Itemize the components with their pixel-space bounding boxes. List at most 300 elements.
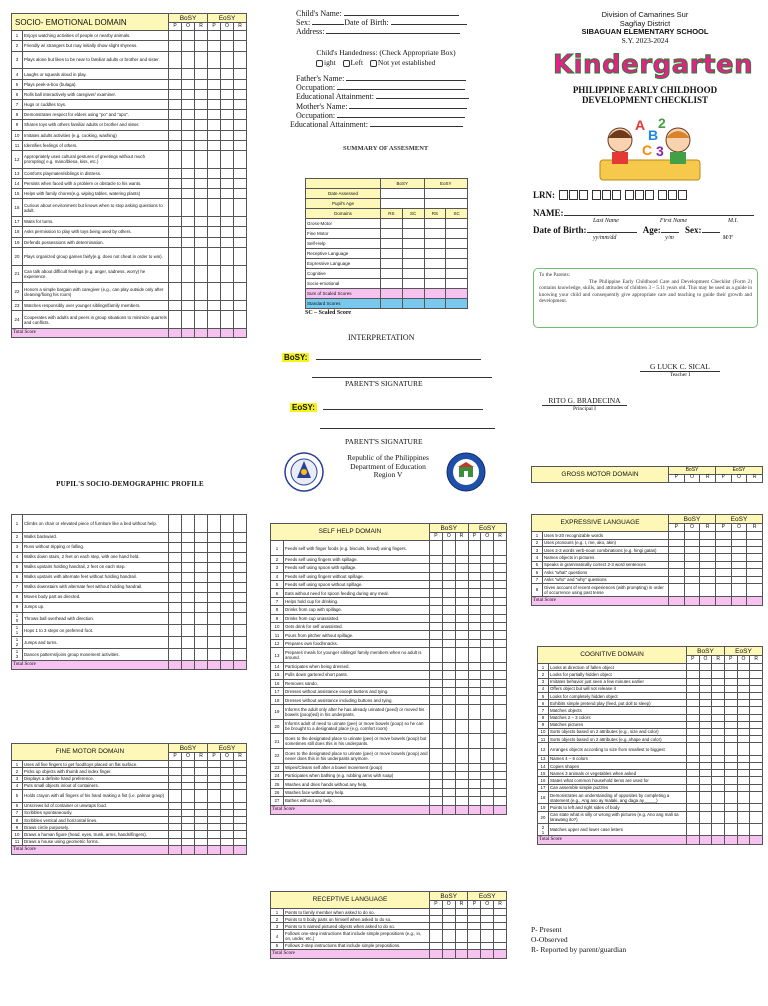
check-cell[interactable] bbox=[221, 237, 234, 247]
check-cell[interactable] bbox=[195, 100, 208, 110]
check-cell[interactable] bbox=[712, 755, 725, 762]
check-cell[interactable] bbox=[221, 552, 234, 562]
check-cell[interactable] bbox=[195, 636, 208, 648]
check-cell[interactable] bbox=[221, 648, 234, 660]
eosy-interp-line2[interactable] bbox=[320, 428, 495, 429]
check-cell[interactable] bbox=[430, 631, 443, 639]
occupation-field[interactable] bbox=[337, 89, 465, 90]
check-cell[interactable] bbox=[468, 748, 481, 763]
check-cell[interactable] bbox=[724, 777, 737, 784]
check-cell[interactable] bbox=[195, 120, 208, 130]
check-cell[interactable] bbox=[169, 247, 182, 265]
total-cell[interactable] bbox=[737, 836, 750, 845]
check-cell[interactable] bbox=[442, 797, 455, 805]
total-cell[interactable] bbox=[750, 836, 763, 845]
check-cell[interactable] bbox=[747, 569, 763, 576]
check-cell[interactable] bbox=[481, 923, 494, 930]
check-cell[interactable] bbox=[234, 69, 247, 79]
check-cell[interactable] bbox=[234, 41, 247, 51]
score-cell[interactable] bbox=[381, 269, 403, 279]
check-cell[interactable] bbox=[208, 572, 221, 582]
check-cell[interactable] bbox=[221, 532, 234, 542]
check-cell[interactable] bbox=[221, 51, 234, 69]
check-cell[interactable] bbox=[455, 572, 468, 580]
check-cell[interactable] bbox=[221, 265, 234, 283]
check-cell[interactable] bbox=[468, 916, 481, 923]
check-cell[interactable] bbox=[169, 301, 182, 311]
check-cell[interactable] bbox=[468, 597, 481, 605]
check-cell[interactable] bbox=[737, 714, 750, 721]
check-cell[interactable] bbox=[221, 100, 234, 110]
check-cell[interactable] bbox=[455, 771, 468, 779]
check-cell[interactable] bbox=[221, 824, 234, 831]
score-cell[interactable] bbox=[381, 259, 403, 269]
check-cell[interactable] bbox=[481, 623, 494, 631]
check-cell[interactable] bbox=[737, 707, 750, 714]
total-cell[interactable] bbox=[468, 949, 481, 958]
score-cell[interactable] bbox=[446, 239, 468, 249]
check-cell[interactable] bbox=[731, 547, 747, 554]
check-cell[interactable] bbox=[169, 802, 182, 809]
check-cell[interactable] bbox=[468, 541, 481, 556]
check-cell[interactable] bbox=[481, 581, 494, 589]
check-cell[interactable] bbox=[234, 572, 247, 582]
check-cell[interactable] bbox=[221, 89, 234, 99]
check-cell[interactable] bbox=[494, 631, 507, 639]
check-cell[interactable] bbox=[182, 592, 195, 602]
check-cell[interactable] bbox=[724, 692, 737, 699]
check-cell[interactable] bbox=[221, 79, 234, 89]
education-field[interactable] bbox=[370, 126, 463, 127]
score-cell[interactable] bbox=[402, 259, 424, 269]
check-cell[interactable] bbox=[430, 589, 443, 597]
score-cell[interactable] bbox=[381, 279, 403, 289]
check-cell[interactable] bbox=[455, 564, 468, 572]
check-cell[interactable] bbox=[481, 648, 494, 663]
check-cell[interactable] bbox=[208, 612, 221, 624]
check-cell[interactable] bbox=[182, 168, 195, 178]
check-cell[interactable] bbox=[221, 140, 234, 150]
check-cell[interactable] bbox=[699, 824, 712, 836]
check-cell[interactable] bbox=[724, 721, 737, 728]
check-cell[interactable] bbox=[208, 168, 221, 178]
check-cell[interactable] bbox=[430, 942, 443, 949]
check-cell[interactable] bbox=[481, 541, 494, 556]
check-cell[interactable] bbox=[195, 69, 208, 79]
check-cell[interactable] bbox=[494, 942, 507, 949]
check-cell[interactable] bbox=[481, 555, 494, 563]
check-cell[interactable] bbox=[468, 696, 481, 704]
check-cell[interactable] bbox=[195, 515, 208, 533]
check-cell[interactable] bbox=[494, 788, 507, 796]
check-cell[interactable] bbox=[195, 532, 208, 542]
check-cell[interactable] bbox=[182, 120, 195, 130]
total-cell[interactable] bbox=[455, 949, 468, 958]
check-cell[interactable] bbox=[494, 623, 507, 631]
check-cell[interactable] bbox=[750, 714, 763, 721]
check-cell[interactable] bbox=[481, 589, 494, 597]
check-cell[interactable] bbox=[684, 532, 700, 539]
check-cell[interactable] bbox=[182, 636, 195, 648]
check-cell[interactable] bbox=[494, 930, 507, 942]
check-cell[interactable] bbox=[430, 763, 443, 771]
check-cell[interactable] bbox=[455, 780, 468, 788]
check-cell[interactable] bbox=[687, 736, 700, 743]
check-cell[interactable] bbox=[195, 582, 208, 592]
check-cell[interactable] bbox=[494, 671, 507, 679]
check-cell[interactable] bbox=[221, 816, 234, 823]
total-cell[interactable] bbox=[208, 661, 221, 670]
bosy-interp-field[interactable] bbox=[316, 359, 481, 360]
check-cell[interactable] bbox=[169, 624, 182, 636]
check-cell[interactable] bbox=[208, 636, 221, 648]
total-cell[interactable] bbox=[182, 661, 195, 670]
check-cell[interactable] bbox=[430, 639, 443, 647]
check-cell[interactable] bbox=[208, 824, 221, 831]
total-cell[interactable] bbox=[684, 596, 700, 605]
check-cell[interactable] bbox=[712, 763, 725, 770]
check-cell[interactable] bbox=[481, 763, 494, 771]
check-cell[interactable] bbox=[468, 606, 481, 614]
check-cell[interactable] bbox=[169, 761, 182, 768]
lrn-digit-box[interactable] bbox=[602, 190, 611, 200]
score-cell[interactable] bbox=[424, 249, 446, 259]
check-cell[interactable] bbox=[221, 150, 234, 168]
check-cell[interactable] bbox=[700, 539, 716, 546]
lrn-digit-box[interactable] bbox=[569, 190, 578, 200]
check-cell[interactable] bbox=[455, 614, 468, 622]
check-cell[interactable] bbox=[195, 79, 208, 89]
check-cell[interactable] bbox=[712, 770, 725, 777]
total-cell[interactable] bbox=[669, 596, 685, 605]
check-cell[interactable] bbox=[715, 569, 731, 576]
check-cell[interactable] bbox=[195, 217, 208, 227]
check-cell[interactable] bbox=[481, 564, 494, 572]
check-cell[interactable] bbox=[234, 140, 247, 150]
check-cell[interactable] bbox=[737, 728, 750, 735]
lrn-digit-box[interactable] bbox=[645, 190, 654, 200]
check-cell[interactable] bbox=[750, 685, 763, 692]
check-cell[interactable] bbox=[221, 311, 234, 329]
check-cell[interactable] bbox=[182, 301, 195, 311]
check-cell[interactable] bbox=[169, 636, 182, 648]
check-cell[interactable] bbox=[208, 89, 221, 99]
check-cell[interactable] bbox=[494, 688, 507, 696]
check-cell[interactable] bbox=[234, 199, 247, 217]
check-cell[interactable] bbox=[234, 79, 247, 89]
check-cell[interactable] bbox=[468, 942, 481, 949]
check-cell[interactable] bbox=[712, 714, 725, 721]
check-cell[interactable] bbox=[234, 100, 247, 110]
check-cell[interactable] bbox=[234, 552, 247, 562]
score-cell[interactable] bbox=[424, 219, 446, 229]
check-cell[interactable] bbox=[195, 247, 208, 265]
check-cell[interactable] bbox=[481, 734, 494, 749]
check-cell[interactable] bbox=[221, 178, 234, 188]
check-cell[interactable] bbox=[687, 700, 700, 707]
check-cell[interactable] bbox=[195, 178, 208, 188]
check-cell[interactable] bbox=[700, 532, 716, 539]
check-cell[interactable] bbox=[221, 761, 234, 768]
check-cell[interactable] bbox=[494, 763, 507, 771]
check-cell[interactable] bbox=[687, 671, 700, 678]
lrn-digit-box[interactable] bbox=[658, 190, 667, 200]
check-cell[interactable] bbox=[195, 89, 208, 99]
score-cell[interactable] bbox=[381, 229, 403, 239]
lrn-digit-box[interactable] bbox=[635, 190, 644, 200]
check-cell[interactable] bbox=[468, 734, 481, 749]
check-cell[interactable] bbox=[684, 569, 700, 576]
check-cell[interactable] bbox=[684, 583, 700, 596]
check-cell[interactable] bbox=[195, 311, 208, 329]
check-cell[interactable] bbox=[208, 31, 221, 41]
check-cell[interactable] bbox=[169, 110, 182, 120]
check-cell[interactable] bbox=[208, 768, 221, 775]
check-cell[interactable] bbox=[208, 301, 221, 311]
check-cell[interactable] bbox=[221, 831, 234, 838]
check-cell[interactable] bbox=[169, 283, 182, 301]
check-cell[interactable] bbox=[494, 648, 507, 663]
check-cell[interactable] bbox=[169, 265, 182, 283]
check-cell[interactable] bbox=[234, 178, 247, 188]
check-cell[interactable] bbox=[208, 602, 221, 612]
check-cell[interactable] bbox=[182, 612, 195, 624]
check-cell[interactable] bbox=[195, 301, 208, 311]
check-cell[interactable] bbox=[182, 552, 195, 562]
check-cell[interactable] bbox=[182, 51, 195, 69]
check-cell[interactable] bbox=[468, 639, 481, 647]
check-cell[interactable] bbox=[430, 780, 443, 788]
check-cell[interactable] bbox=[712, 777, 725, 784]
total-cell[interactable] bbox=[481, 949, 494, 958]
check-cell[interactable] bbox=[430, 930, 443, 942]
check-cell[interactable] bbox=[481, 696, 494, 704]
check-cell[interactable] bbox=[712, 664, 725, 671]
check-cell[interactable] bbox=[208, 789, 221, 802]
check-cell[interactable] bbox=[182, 31, 195, 41]
check-cell[interactable] bbox=[182, 624, 195, 636]
check-cell[interactable] bbox=[195, 831, 208, 838]
score-cell[interactable] bbox=[402, 269, 424, 279]
check-cell[interactable] bbox=[182, 838, 195, 845]
check-cell[interactable] bbox=[430, 648, 443, 663]
occupation-field[interactable] bbox=[337, 117, 465, 118]
check-cell[interactable] bbox=[195, 199, 208, 217]
check-cell[interactable] bbox=[169, 89, 182, 99]
check-cell[interactable] bbox=[494, 734, 507, 749]
right-checkbox[interactable] bbox=[316, 60, 323, 67]
check-cell[interactable] bbox=[669, 569, 685, 576]
check-cell[interactable] bbox=[715, 554, 731, 561]
check-cell[interactable] bbox=[455, 606, 468, 614]
bosy-age-cell[interactable] bbox=[381, 199, 425, 209]
check-cell[interactable] bbox=[430, 916, 443, 923]
check-cell[interactable] bbox=[442, 623, 455, 631]
total-cell[interactable] bbox=[442, 949, 455, 958]
check-cell[interactable] bbox=[169, 552, 182, 562]
check-cell[interactable] bbox=[455, 597, 468, 605]
check-cell[interactable] bbox=[669, 561, 685, 568]
check-cell[interactable] bbox=[221, 572, 234, 582]
check-cell[interactable] bbox=[699, 728, 712, 735]
check-cell[interactable] bbox=[169, 31, 182, 41]
check-cell[interactable] bbox=[468, 555, 481, 563]
check-cell[interactable] bbox=[684, 547, 700, 554]
check-cell[interactable] bbox=[455, 541, 468, 556]
total-cell[interactable] bbox=[700, 596, 716, 605]
check-cell[interactable] bbox=[468, 719, 481, 734]
score-cell[interactable] bbox=[446, 279, 468, 289]
check-cell[interactable] bbox=[234, 283, 247, 301]
check-cell[interactable] bbox=[195, 802, 208, 809]
check-cell[interactable] bbox=[468, 688, 481, 696]
check-cell[interactable] bbox=[731, 532, 747, 539]
check-cell[interactable] bbox=[195, 283, 208, 301]
check-cell[interactable] bbox=[494, 780, 507, 788]
check-cell[interactable] bbox=[208, 217, 221, 227]
check-cell[interactable] bbox=[481, 788, 494, 796]
lrn-digit-box[interactable] bbox=[592, 190, 601, 200]
check-cell[interactable] bbox=[430, 719, 443, 734]
check-cell[interactable] bbox=[208, 838, 221, 845]
check-cell[interactable] bbox=[195, 775, 208, 782]
check-cell[interactable] bbox=[234, 838, 247, 845]
check-cell[interactable] bbox=[724, 671, 737, 678]
check-cell[interactable] bbox=[195, 140, 208, 150]
check-cell[interactable] bbox=[712, 707, 725, 714]
check-cell[interactable] bbox=[169, 100, 182, 110]
check-cell[interactable] bbox=[455, 555, 468, 563]
check-cell[interactable] bbox=[208, 552, 221, 562]
check-cell[interactable] bbox=[208, 247, 221, 265]
check-cell[interactable] bbox=[195, 130, 208, 140]
check-cell[interactable] bbox=[700, 583, 716, 596]
check-cell[interactable] bbox=[208, 648, 221, 660]
check-cell[interactable] bbox=[182, 582, 195, 592]
check-cell[interactable] bbox=[169, 592, 182, 602]
check-cell[interactable] bbox=[234, 247, 247, 265]
check-cell[interactable] bbox=[494, 555, 507, 563]
check-cell[interactable] bbox=[195, 227, 208, 237]
mother-field[interactable] bbox=[349, 108, 467, 109]
check-cell[interactable] bbox=[442, 679, 455, 687]
score-cell[interactable] bbox=[446, 269, 468, 279]
check-cell[interactable] bbox=[234, 582, 247, 592]
check-cell[interactable] bbox=[724, 755, 737, 762]
total-cell[interactable] bbox=[699, 836, 712, 845]
total-cell[interactable] bbox=[747, 596, 763, 605]
check-cell[interactable] bbox=[468, 671, 481, 679]
check-cell[interactable] bbox=[221, 247, 234, 265]
check-cell[interactable] bbox=[455, 748, 468, 763]
check-cell[interactable] bbox=[208, 227, 221, 237]
eosy-date-cell[interactable] bbox=[424, 189, 468, 199]
check-cell[interactable] bbox=[455, 930, 468, 942]
check-cell[interactable] bbox=[712, 743, 725, 756]
check-cell[interactable] bbox=[182, 802, 195, 809]
check-cell[interactable] bbox=[182, 831, 195, 838]
check-cell[interactable] bbox=[221, 301, 234, 311]
check-cell[interactable] bbox=[468, 648, 481, 663]
score-cell[interactable] bbox=[446, 259, 468, 269]
check-cell[interactable] bbox=[455, 679, 468, 687]
check-cell[interactable] bbox=[455, 623, 468, 631]
check-cell[interactable] bbox=[699, 707, 712, 714]
check-cell[interactable] bbox=[221, 582, 234, 592]
check-cell[interactable] bbox=[442, 780, 455, 788]
score-cell[interactable] bbox=[402, 239, 424, 249]
check-cell[interactable] bbox=[468, 763, 481, 771]
check-cell[interactable] bbox=[737, 770, 750, 777]
check-cell[interactable] bbox=[182, 227, 195, 237]
check-cell[interactable] bbox=[724, 685, 737, 692]
check-cell[interactable] bbox=[687, 664, 700, 671]
check-cell[interactable] bbox=[669, 576, 685, 583]
check-cell[interactable] bbox=[699, 700, 712, 707]
check-cell[interactable] bbox=[750, 678, 763, 685]
check-cell[interactable] bbox=[221, 227, 234, 237]
check-cell[interactable] bbox=[481, 909, 494, 916]
check-cell[interactable] bbox=[221, 69, 234, 79]
check-cell[interactable] bbox=[712, 728, 725, 735]
score-cell[interactable] bbox=[402, 229, 424, 239]
check-cell[interactable] bbox=[687, 707, 700, 714]
check-cell[interactable] bbox=[724, 804, 737, 811]
check-cell[interactable] bbox=[430, 748, 443, 763]
check-cell[interactable] bbox=[747, 539, 763, 546]
not-established-checkbox[interactable] bbox=[370, 60, 377, 67]
check-cell[interactable] bbox=[182, 283, 195, 301]
check-cell[interactable] bbox=[221, 602, 234, 612]
check-cell[interactable] bbox=[182, 782, 195, 789]
check-cell[interactable] bbox=[208, 816, 221, 823]
check-cell[interactable] bbox=[195, 782, 208, 789]
check-cell[interactable] bbox=[430, 606, 443, 614]
check-cell[interactable] bbox=[455, 763, 468, 771]
total-cell[interactable] bbox=[430, 949, 443, 958]
check-cell[interactable] bbox=[455, 719, 468, 734]
check-cell[interactable] bbox=[747, 532, 763, 539]
check-cell[interactable] bbox=[481, 631, 494, 639]
check-cell[interactable] bbox=[442, 597, 455, 605]
score-cell[interactable] bbox=[424, 279, 446, 289]
check-cell[interactable] bbox=[712, 811, 725, 824]
check-cell[interactable] bbox=[234, 816, 247, 823]
dob-field-2[interactable] bbox=[587, 232, 637, 233]
total-cell[interactable] bbox=[182, 845, 195, 854]
check-cell[interactable] bbox=[494, 909, 507, 916]
total-cell[interactable] bbox=[494, 949, 507, 958]
check-cell[interactable] bbox=[468, 564, 481, 572]
check-cell[interactable] bbox=[737, 678, 750, 685]
total-cell[interactable] bbox=[169, 661, 182, 670]
check-cell[interactable] bbox=[208, 782, 221, 789]
lrn-digit-box[interactable] bbox=[668, 190, 677, 200]
check-cell[interactable] bbox=[169, 582, 182, 592]
check-cell[interactable] bbox=[195, 789, 208, 802]
check-cell[interactable] bbox=[468, 909, 481, 916]
check-cell[interactable] bbox=[182, 532, 195, 542]
check-cell[interactable] bbox=[208, 199, 221, 217]
check-cell[interactable] bbox=[494, 704, 507, 719]
check-cell[interactable] bbox=[712, 804, 725, 811]
check-cell[interactable] bbox=[494, 748, 507, 763]
check-cell[interactable] bbox=[182, 542, 195, 552]
total-cell[interactable] bbox=[442, 805, 455, 814]
check-cell[interactable] bbox=[234, 775, 247, 782]
check-cell[interactable] bbox=[455, 589, 468, 597]
check-cell[interactable] bbox=[712, 700, 725, 707]
